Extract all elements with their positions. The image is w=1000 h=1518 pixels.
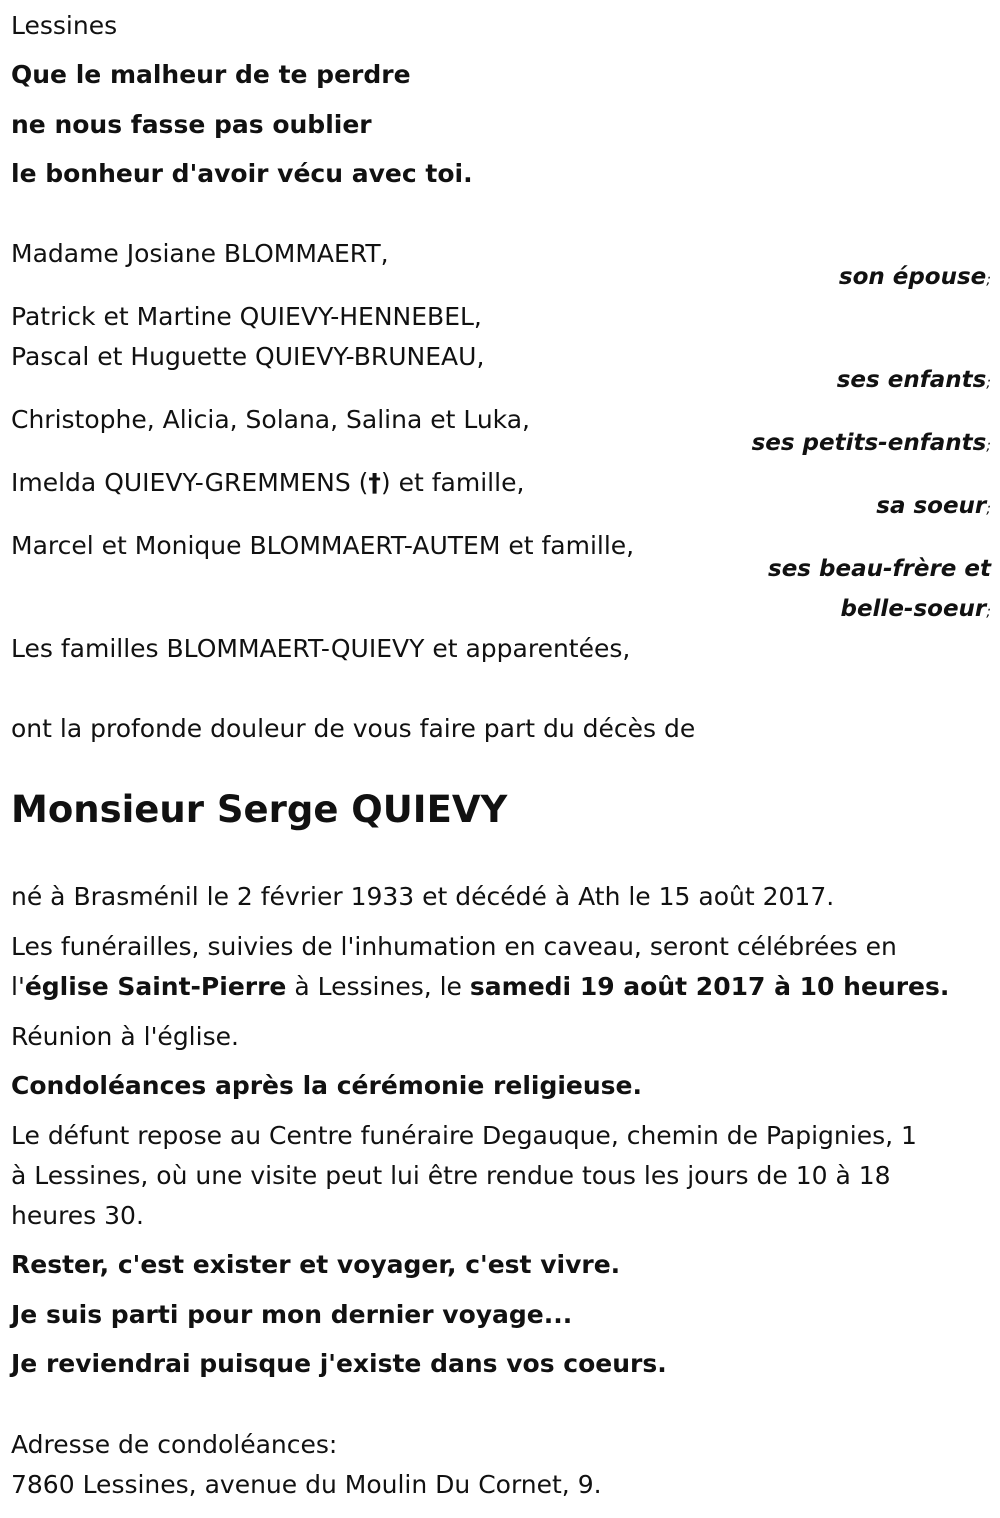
poem-line-2: ne nous fasse pas oublier [11, 110, 372, 139]
spouse-name: Madame Josiane BLOMMAERT, [11, 239, 389, 268]
child-line-1: Patrick et Martine QUIEVY-HENNEBEL, [11, 302, 482, 331]
meeting-note: Réunion à l'église. [11, 1022, 239, 1051]
closing-line-1: Rester, c'est exister et voyager, c'est vivre. [11, 1250, 621, 1279]
funeral-datetime: samedi 19 août 2017 à 10 heures. [469, 972, 950, 1001]
funeral-line-1: Les funérailles, suivies de l'inhumation en caveau, seront célébrées en [11, 932, 897, 961]
closing-line-3: Je reviendrai puisque j'existe dans vos coeurs. [11, 1349, 667, 1378]
sister-name: Imelda QUIEVY-GREMMENS (†) et famille, [11, 468, 525, 497]
child-line-2: Pascal et Huguette QUIEVY-BRUNEAU, [11, 342, 485, 371]
address-value: 7860 Lessines, avenue du Moulin Du Cornet, 9. [11, 1470, 602, 1499]
funeral-line-2: l'église Saint-Pierre à Lessines, le samedi 19 août 2017 à 10 heures. [11, 972, 950, 1001]
deceased-name: Monsieur Serge QUIEVY [11, 788, 508, 831]
condolences-note: Condoléances après la cérémonie religieuse. [11, 1071, 643, 1100]
spouse-role: son épouse; [838, 264, 991, 290]
children-role: ses enfants; [836, 367, 991, 393]
inlaws-role-line-2: belle-soeur; [840, 596, 991, 622]
sister-role: sa soeur; [876, 493, 991, 519]
place-name: Lessines [11, 11, 118, 40]
church-name: église Saint-Pierre [24, 972, 287, 1001]
announcement: ont la profonde douleur de vous faire part du décès de [11, 714, 696, 743]
address-label: Adresse de condoléances: [11, 1430, 338, 1459]
repose-line-2: à Lessines, où une visite peut lui être rendue tous les jours de 10 à 18 [11, 1161, 891, 1190]
repose-line-1: Le défunt repose au Centre funéraire Degauque, chemin de Papignies, 1 [11, 1121, 917, 1150]
cross-icon: † [368, 468, 381, 497]
families-line: Les familles BLOMMAERT-QUIEVY et apparentées, [11, 634, 631, 663]
grandchildren-role: ses petits-enfants; [751, 430, 991, 456]
inlaws-names: Marcel et Monique BLOMMAERT-AUTEM et famille, [11, 531, 635, 560]
repose-line-3: heures 30. [11, 1201, 144, 1230]
grandchildren-names: Christophe, Alicia, Solana, Salina et Luka, [11, 405, 530, 434]
closing-line-2: Je suis parti pour mon dernier voyage... [11, 1300, 573, 1329]
birth-death-dates: né à Brasménil le 2 février 1933 et décédé à Ath le 15 août 2017. [11, 882, 835, 911]
inlaws-role-line-1: ses beau-frère et [768, 556, 991, 582]
poem-line-3: le bonheur d'avoir vécu avec toi. [11, 159, 473, 188]
poem-line-1: Que le malheur de te perdre [11, 60, 411, 89]
